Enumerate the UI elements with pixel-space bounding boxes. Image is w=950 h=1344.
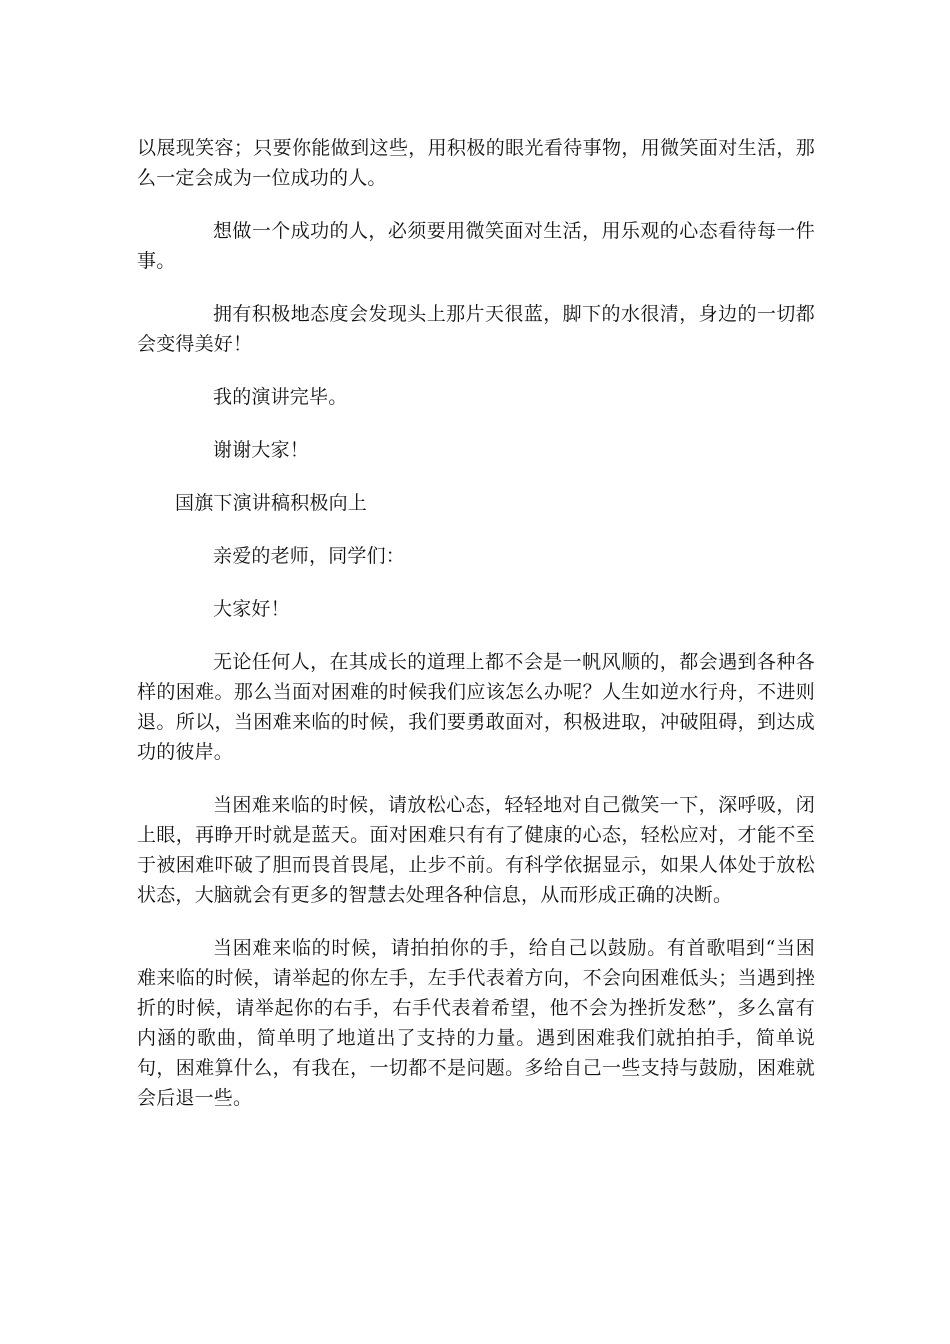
salutation: 亲爱的老师，同学们： [213,545,406,567]
section-title: 国旗下演讲稿积极向上 [175,492,368,514]
paragraph-continuation: 以展现笑容；只要你能做到这些，用积极的眼光看待事物，用微笑面对生活，那么一定会成为一位成功的人。 [137,137,815,189]
paragraph-closing: 我的演讲完毕。 [213,386,348,408]
paragraph: 当困难来临的时候，请放松心态，轻轻地对自己微笑一下，深呼吸，闭上眼，再睁开时就是蓝天。面对困难只有有了健康的心态，轻松应对，才能不至于被困难吓破了胆而畏首畏尾，止步不前。有科学依据显示，如果人体处于放松状态，大脑就会有更多的智慧去处理各种信息，从而形成正确的决断。 [137,794,815,906]
paragraph-thanks: 谢谢大家！ [213,439,310,461]
greeting: 大家好！ [213,598,290,620]
paragraph: 想做一个成功的人，必须要用微笑面对生活，用乐观的心态看待每一件事。 [137,220,815,272]
document-body [137,133,815,1136]
paragraph: 当困难来临的时候，请拍拍你的手，给自己以鼓励。有首歌唱到“当困难来临的时候，请举起的你左手，左手代表着方向，不会向困难低头；当遇到挫折的时候，请举起你的右手，右手代表着希望，他不会为挫折发愁”，多么富有内涵的歌曲，简单明了地道出了支持的力量。遇到困难我们就拍拍手，简单说句，困难算什么，有我在，一切都不是问题。多给自己一些支持与鼓励，困难就会后退一些。 [137,937,815,1109]
paragraph: 拥有积极地态度会发现头上那片天很蓝，脚下的水很清，身边的一切都会变得美好！ [137,303,815,355]
paragraph: 无论任何人，在其成长的道理上都不会是一帆风顺的，都会遇到各种各样的困难。那么当面对困难的时候我们应该怎么办呢？人生如逆水行舟，不进则退。所以，当困难来临的时候，我们要勇敢面对，积极进取，冲破阻碍，到达成功的彼岸。 [137,651,815,763]
